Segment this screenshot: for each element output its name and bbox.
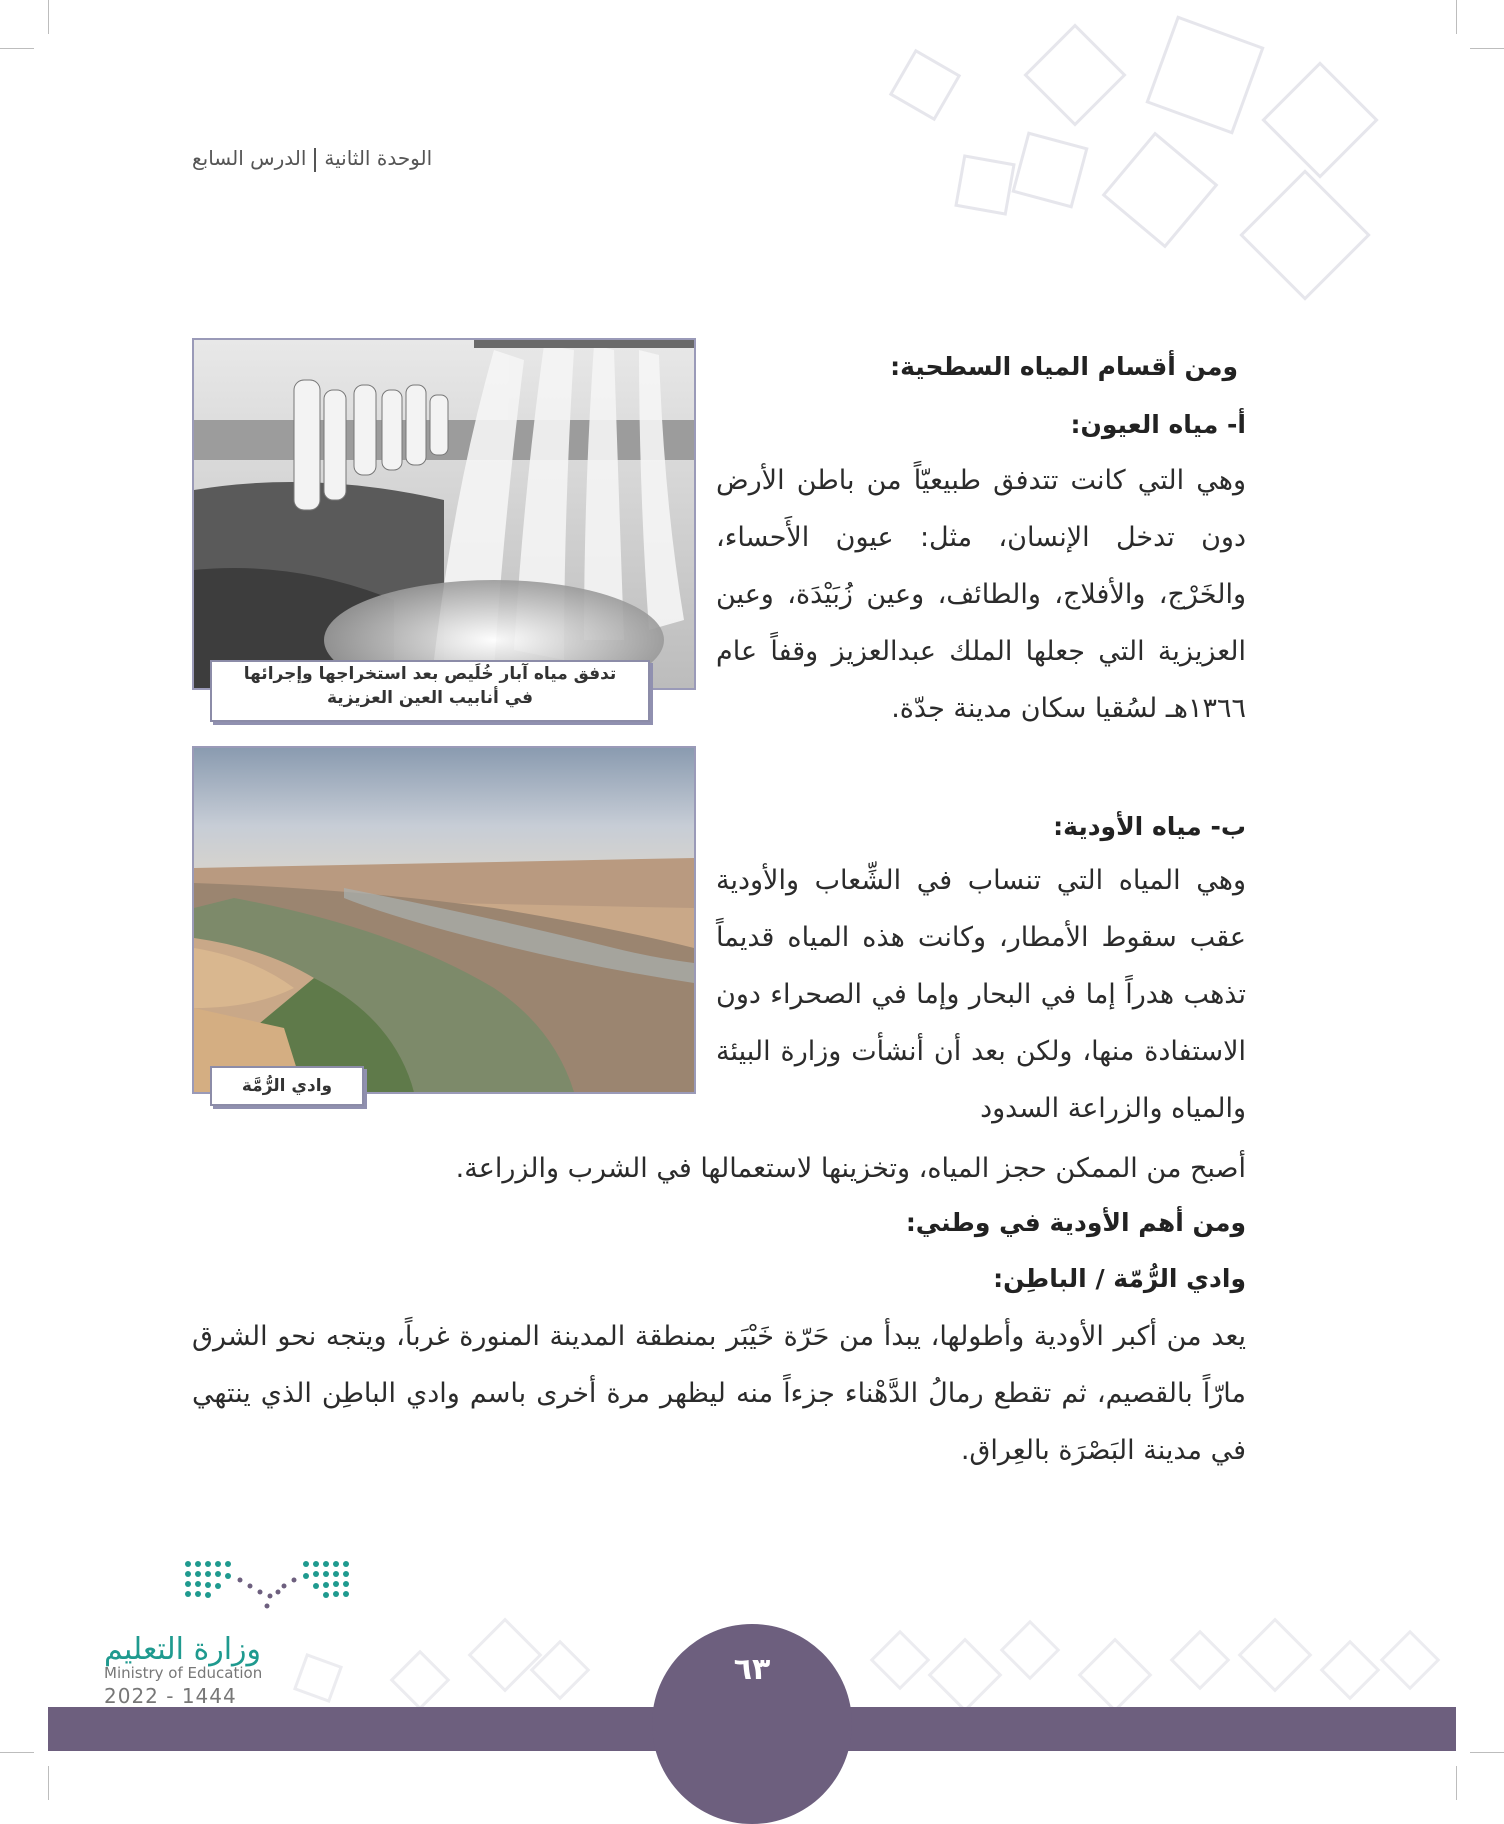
rimah-valley-heading: وادي الرُّمّة / الباطِن: (993, 1264, 1246, 1293)
crop-mark (1456, 0, 1457, 34)
lesson-label: الدرس السابع (192, 146, 307, 170)
crop-mark (1456, 1766, 1457, 1800)
wells-caption (210, 660, 650, 722)
page-number: ٦٣ (733, 1652, 771, 1687)
header-separator (314, 148, 316, 172)
wells-photo (192, 338, 696, 690)
valley-caption-text: وادي الرُّمَّة (241, 1076, 333, 1096)
valleys-text: وهي المياه التي تنساب في الشِّعاب والأودية عقب سقوط الأمطار، وكانت هذه المياه قديماً تذهب هدراً إما في البحار وإما في الصحراء دون الاستفادة منها، ولكن بعد أن أنشأت وزارة البيئة والمياه والزراعة السدود (716, 865, 1246, 1124)
crop-mark (0, 1752, 34, 1753)
crop-mark (1470, 1752, 1504, 1753)
unit-label: الوحدة الثانية (324, 146, 433, 170)
ministry-name-arabic: وزارة التعليم (104, 1632, 262, 1667)
springs-text: وهي التي كانت تتدفق طبيعيّاً من باطن الأرض دون تدخل الإنسان، مثل: عيون الأَحساء، والخَرْج، والأفلاج، والطائف، وعين زُبَيْدَة، وعين العزيزية التي جعلها الملك عبدالعزيز وقفاً عام ١٣٦٦هـ لسُقيا سكان مدينة جدّة. (716, 465, 1246, 724)
section-heading: ومن أقسام المياه السطحية: (890, 352, 1238, 381)
edition-year: 2022 - 1444 (104, 1684, 237, 1708)
valley-photo (192, 746, 696, 1094)
crop-mark (48, 0, 49, 34)
rimah-valley-text: يعد من أكبر الأودية وأطولها، يبدأ من حَرّة خَيْبَر بمنطقة المدينة المنورة غرباً، ويتجه نحو الشرق مارّاً بالقصيم، ثم تقطع رمالُ الدَّهْناء جزءاً منه ليظهر مرة أخرى باسم وادي الباطِن الذي ينتهي في مدينة البَصْرَة بالعِراق. (192, 1321, 1246, 1466)
crop-mark (0, 48, 34, 49)
crop-mark (1470, 48, 1504, 49)
running-header (192, 146, 432, 172)
wells-caption-line2: في أنابيب العين العزيزية (326, 688, 534, 708)
valley-caption (210, 1066, 364, 1106)
ministry-name-english: Ministry of Education (104, 1664, 263, 1682)
crop-mark (48, 1766, 49, 1800)
wells-image (194, 340, 694, 688)
ministry-logo-icon (182, 1556, 352, 1616)
wells-caption-line1: تدفق مياه آبار خُلَيص بعد استخراجها وإجرائها (243, 664, 617, 684)
springs-heading: أ- مياه العيون: (1070, 410, 1246, 439)
important-valleys-heading: ومن أهم الأودية في وطني: (905, 1208, 1246, 1237)
valley-image (194, 748, 694, 1092)
valleys-heading: ب- مياه الأودية: (1053, 812, 1246, 841)
valleys-text-continued: أصبح من الممكن حجز المياه، وتخزينها لاستعمالها في الشرب والزراعة. (455, 1153, 1246, 1184)
